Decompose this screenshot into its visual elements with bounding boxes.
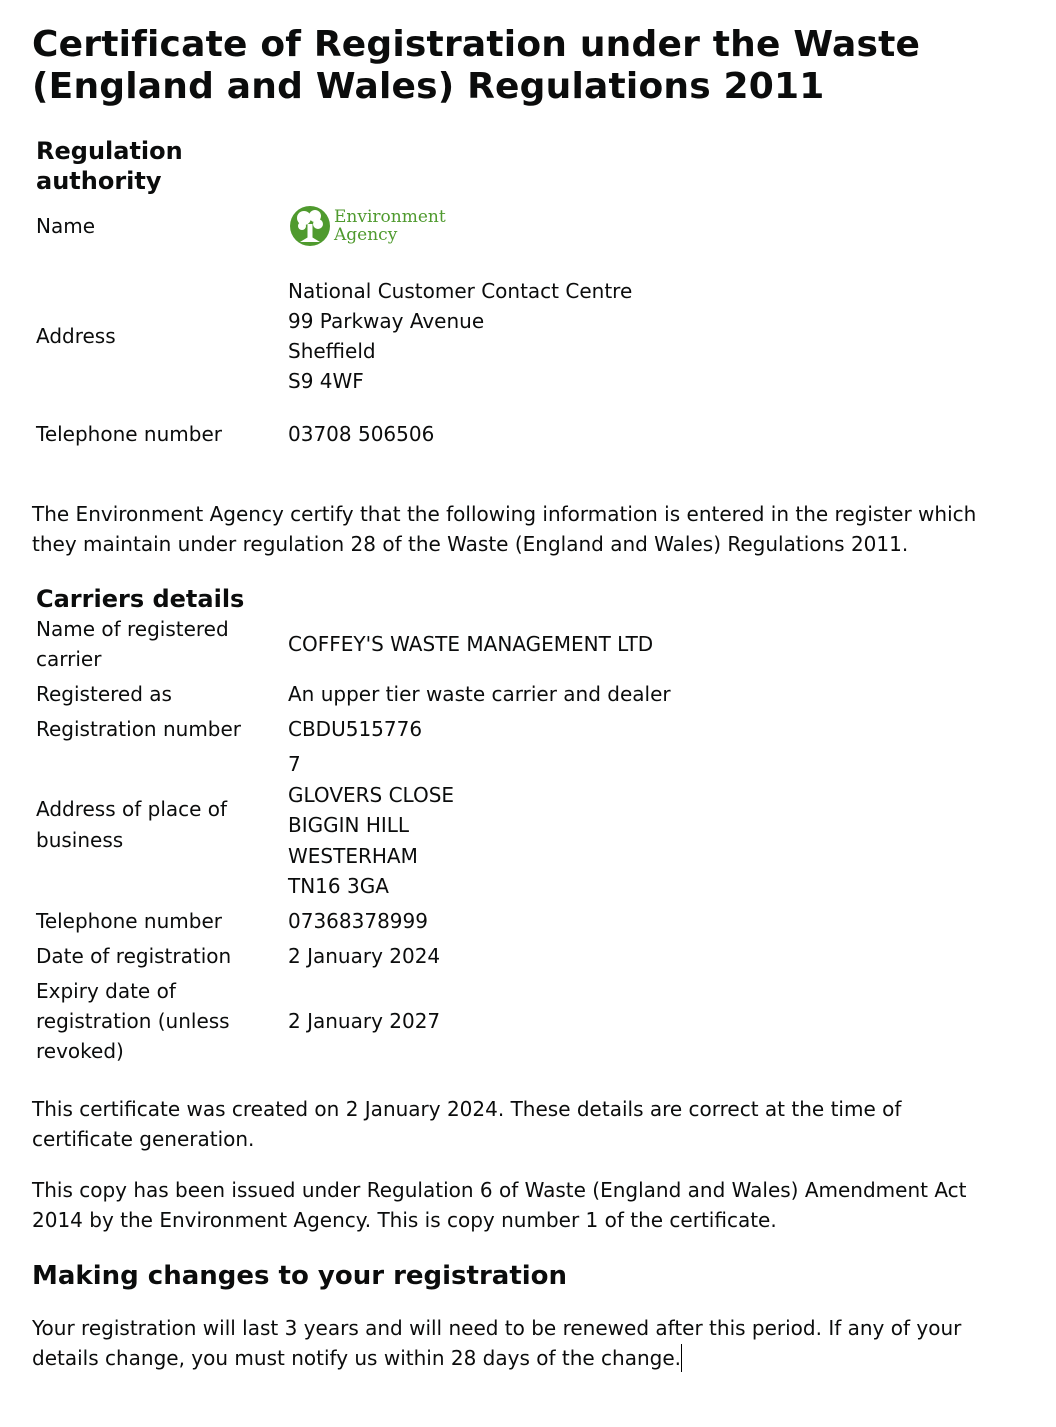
business-address-label: Address of place of business: [36, 797, 228, 853]
regulation-authority-heading: Regulation authority: [36, 137, 183, 195]
certificate-page: [32, 24, 1022, 1370]
business-address-row: [36, 749, 996, 902]
making-changes-heading: Making changes to your registration: [32, 1261, 568, 1291]
expiry-date-row: [36, 976, 996, 1066]
changes-text: Your registration will last 3 years and will need to be renewed after this period. If any of your details change, you must notify us within 28 days of the change.: [32, 1316, 962, 1370]
registered-as-row: [36, 679, 996, 709]
business-address-value: [288, 749, 996, 902]
registration-date-label: Date of registration: [36, 943, 232, 968]
registration-number-value: CBDU515776: [288, 717, 423, 741]
carrier-telephone-label: Telephone number: [36, 908, 222, 933]
created-paragraph: This certificate was created on 2 January 2024. These details are correct at the time of certificate generation.: [32, 1097, 902, 1151]
expiry-date-label: Expiry date of registration (unless revoked): [36, 978, 230, 1063]
copy-paragraph: This copy has been issued under Regulation 6 of Waste (England and Wales) Amendment Act 2014 by the Environment Agency. This is copy number 1 of the certificate.: [32, 1178, 967, 1232]
address-line: BIGGIN HILL: [288, 813, 410, 837]
authority-telephone-row: [36, 419, 996, 449]
logo-text-line2: Agency: [334, 225, 398, 245]
carriers-details-heading: Carriers details: [36, 585, 245, 613]
registered-as-value: An upper tier waste carrier and dealer: [288, 682, 671, 706]
page-title: Certificate of Registration under the Waste (England and Wales) Regulations 2011: [32, 24, 921, 107]
address-line: National Customer Contact Centre: [288, 279, 633, 303]
changes-paragraph: [32, 1313, 1007, 1373]
tree-logo-icon: [288, 202, 332, 250]
authority-address-value: [288, 276, 996, 396]
address-line: 7: [288, 752, 301, 776]
authority-telephone-label: Telephone number: [36, 422, 222, 446]
certify-paragraph: The Environment Agency certify that the following information is entered in the register which they maintain under regulation 28 of the Waste (England and Wales) Regulations 2011.: [32, 502, 977, 556]
address-line: TN16 3GA: [288, 874, 389, 898]
registration-number-label: Registration number: [36, 717, 242, 741]
carrier-telephone-row: [36, 906, 996, 936]
carrier-telephone-value: 07368378999: [288, 908, 428, 933]
authority-address-label: Address: [36, 324, 116, 348]
authority-telephone-value: 03708 506506: [288, 422, 435, 446]
authority-name-label: Name: [36, 214, 96, 238]
registration-date-row: [36, 941, 996, 971]
environment-agency-logo: [288, 202, 996, 250]
carrier-name-row: [36, 614, 996, 674]
address-line: 99 Parkway Avenue: [288, 309, 485, 333]
carrier-name-label: Name of registered carrier: [36, 617, 229, 671]
authority-address-row: [36, 276, 996, 396]
carrier-name-value: COFFEY'S WASTE MANAGEMENT LTD: [288, 632, 654, 656]
registered-as-label: Registered as: [36, 682, 172, 706]
registration-number-row: [36, 714, 996, 744]
logo-text-line1: Environment: [334, 207, 446, 227]
address-line: S9 4WF: [288, 369, 364, 393]
address-line: Sheffield: [288, 339, 376, 363]
carriers-details-section: [36, 584, 996, 1066]
authority-name-row: [36, 198, 996, 254]
text-cursor: [681, 1344, 682, 1372]
expiry-date-value: 2 January 2027: [288, 1008, 441, 1033]
regulation-authority-section: [36, 136, 996, 449]
address-line: WESTERHAM: [288, 843, 418, 868]
registration-date-value: 2 January 2024: [288, 943, 441, 968]
address-line: GLOVERS CLOSE: [288, 782, 455, 807]
